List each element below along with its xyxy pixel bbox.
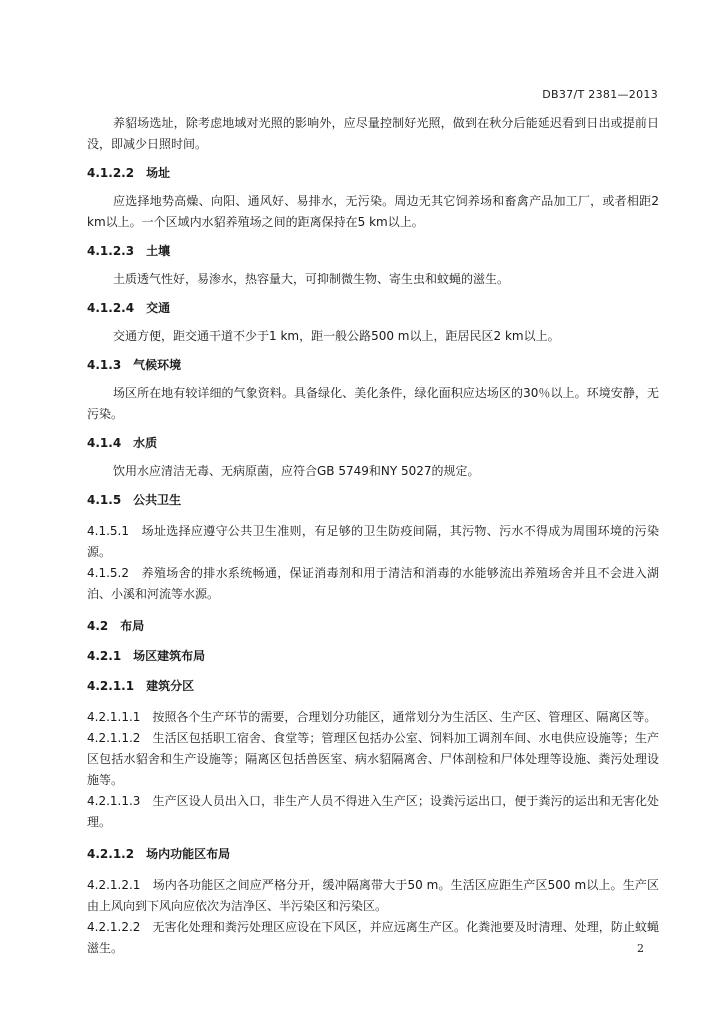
section-heading-4-1-4 — [87, 434, 659, 452]
section-title: 公共卫生 — [133, 493, 182, 507]
section-heading-4-1-3 — [87, 356, 659, 374]
section-number: 4.2.1.2 — [87, 847, 135, 861]
page-number: 2 — [637, 942, 644, 955]
clause-4-2-1-1-2: 4.2.1.1.2 生活区包括职工宿舍、食堂等；管理区包括办公室、饲料加工调剂车间、水电供应设施等；生产区包括水貂舍和生产设施等；隔离区包括兽医室、病水貂隔离舍、尸体剖检和尸体处理等设施、粪污处理设施等。 — [87, 731, 659, 787]
clause-4-2-1-2-2: 4.2.1.2.2 无害化处理和粪污处理区应设在下风区，并应远离生产区。化粪池要及时清理、处理，防止蚊蝇滋生。 — [87, 920, 659, 955]
section-number: 4.2.1 — [87, 649, 122, 663]
section-number: 4.2.1.1 — [87, 679, 135, 693]
section-number: 4.1.5 — [87, 493, 122, 507]
clause-4-2-1-1-3: 4.2.1.1.3 生产区设人员出入口，非生产人员不得进入生产区；设粪污运出口，便于粪污的运出和无害化处理。 — [87, 794, 659, 829]
section-heading-4-1-5 — [87, 491, 659, 509]
paragraph: 饮用水应清洁无毒、无病原菌，应符合GB 5749和NY 5027的规定。 — [113, 464, 480, 478]
section-heading-4-1-2-2 — [87, 164, 659, 182]
section-heading-4-2-1-1 — [87, 677, 659, 695]
section-heading-4-1-2-3 — [87, 242, 659, 260]
section-title: 水质 — [133, 436, 158, 450]
section-title: 场内功能区布局 — [146, 847, 231, 861]
section-heading-4-2-1-2 — [87, 845, 659, 863]
section-heading-4-1-2-4 — [87, 299, 659, 317]
clause-4-1-5-1: 4.1.5.1 场址选择应遵守公共卫生准则，有足够的卫生防疫间隔，其污物、污水不得成为周围环境的污染源。 — [87, 524, 659, 559]
document-body — [87, 113, 659, 959]
paragraph: 场区所在地有较详细的气象资料。具备绿化、美化条件，绿化面积应达场区的30％以上。环境安静，无污染。 — [87, 386, 659, 421]
section-number: 4.1.2.2 — [87, 166, 135, 180]
section-title: 气候环境 — [133, 358, 182, 372]
paragraph: 应选择地势高燥、向阳、通风好、易排水，无污染。周边无其它饲养场和畜禽产品加工厂，或者相距2 km以上。一个区域内水貂养殖场之间的距离保持在5 km以上。 — [87, 194, 659, 229]
section-title: 土壤 — [146, 244, 171, 258]
section-title: 场区建筑布局 — [133, 649, 206, 663]
section-title: 场址 — [146, 166, 171, 180]
section-number: 4.1.4 — [87, 436, 122, 450]
section-number: 4.1.2.3 — [87, 244, 135, 258]
paragraph: 交通方便，距交通干道不少于1 km，距一般公路500 m以上，距居民区2 km以上。 — [113, 329, 560, 343]
standard-code: DB37/T 2381—2013 — [542, 88, 658, 101]
section-title: 建筑分区 — [146, 679, 195, 693]
clause-4-1-5-2: 4.1.5.2 养殖场舍的排水系统畅通，保证消毒剂和用于清洁和消毒的水能够流出养殖场舍并且不会进入湖泊、小溪和河流等水源。 — [87, 566, 659, 601]
clause-4-2-1-2-1: 4.2.1.2.1 场内各功能区之间应严格分开，缓冲隔离带大于50 m。生活区应距生产区500 m以上。生产区由上风向到下风向应依次为洁净区、半污染区和污染区。 — [87, 878, 659, 913]
section-heading-4-2-1 — [87, 647, 659, 665]
section-title: 布局 — [120, 619, 145, 633]
paragraph: 养貂场选址，除考虑地域对光照的影响外，应尽量控制好光照，做到在秋分后能延迟看到日出或提前日没，即减少日照时间。 — [87, 116, 659, 151]
section-number: 4.1.2.4 — [87, 301, 135, 315]
paragraph: 土质透气性好，易渗水，热容量大，可抑制微生物、寄生虫和蚊蝇的滋生。 — [113, 272, 510, 286]
section-number: 4.1.3 — [87, 358, 122, 372]
section-number: 4.2 — [87, 619, 109, 633]
clause-4-2-1-1-1: 4.2.1.1.1 按照各个生产环节的需要，合理划分功能区，通常划分为生活区、生产区、管理区、隔离区等。 — [87, 710, 657, 724]
section-title: 交通 — [146, 301, 171, 315]
section-heading-4-2 — [87, 617, 659, 635]
